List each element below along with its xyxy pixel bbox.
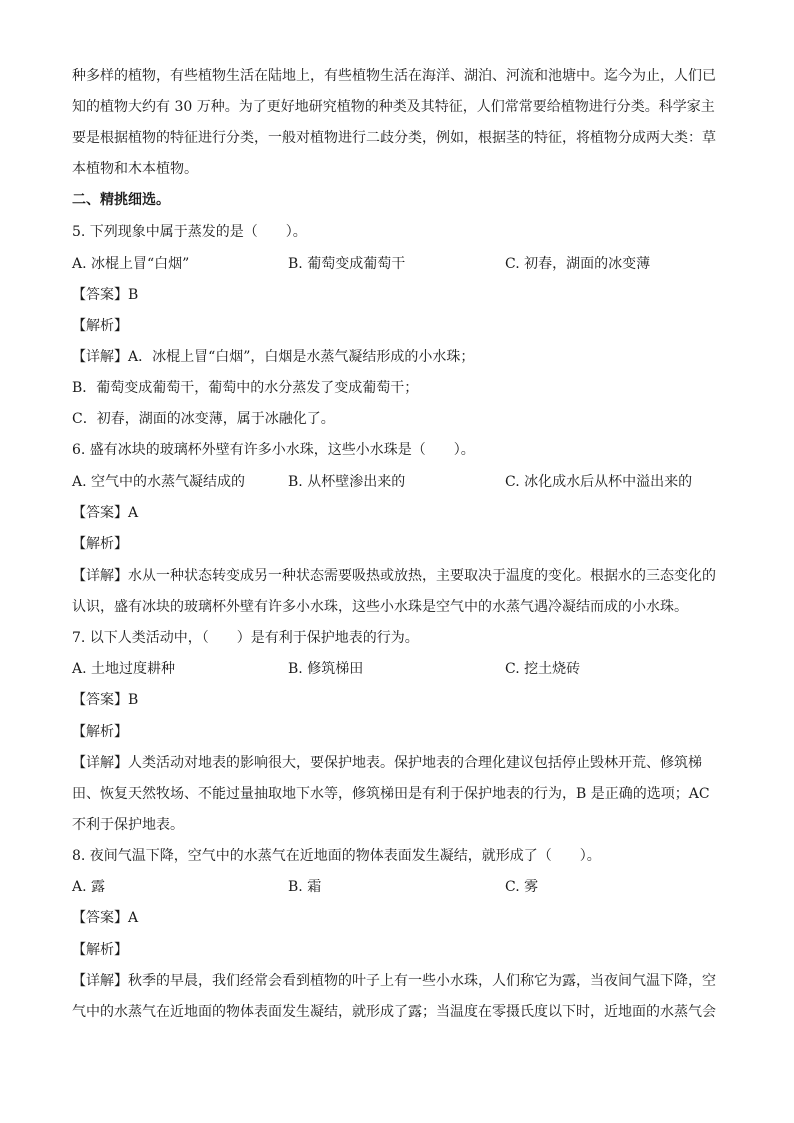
question-6-analysis-label: 【解析】: [72, 536, 128, 552]
question-8-analysis-label: 【解析】: [72, 942, 128, 958]
intro-line-1: 种多样的植物，有些植物生活在陆地上，有些植物生活在海洋、湖泊、河流和池塘中。迄今为止，人们已: [72, 68, 716, 84]
question-5-option-b: B. 葡萄变成葡萄干: [288, 256, 406, 272]
question-8-detail-1: 【详解】秋季的早晨，我们经常会看到植物的叶子上有一些小水珠，人们称它为露，当夜间气温下降，空: [72, 973, 716, 989]
question-6-option-c: C. 冰化成水后从杯中溢出来的: [505, 474, 693, 490]
question-7-answer: 【答案】B: [72, 692, 139, 708]
question-7-detail-1: 【详解】人类活动对地表的影响很大，要保护地表。保护地表的合理化建议包括停止毁林开荒、修筑梯: [72, 755, 702, 771]
question-7-option-b: B. 修筑梯田: [288, 661, 364, 677]
question-6-detail-2: 认识，盛有冰块的玻璃杯外壁有许多小水珠，这些小水珠是空气中的水蒸气遇冷凝结而成的小水珠。: [72, 599, 688, 615]
section-title: 二、精挑细选。: [72, 192, 170, 208]
question-7-detail-2: 田、恢复天然牧场、不能过量抽取地下水等，修筑梯田是有利于保护地表的行为，B 是正确的选项；AC: [72, 786, 710, 802]
question-8-detail-2: 气中的水蒸气在近地面的物体表面发生凝结，就形成了露；当温度在零摄氏度以下时，近地面的水蒸气会: [72, 1004, 716, 1020]
question-6-detail-1: 【详解】水从一种状态转变成另一种状态需要吸热或放热，主要取决于温度的变化。根据水的三态变化的: [72, 568, 716, 584]
question-8-option-a: A. 露: [72, 879, 106, 895]
question-7-analysis-label: 【解析】: [72, 724, 128, 740]
intro-line-4: 本植物和木本植物。: [72, 161, 198, 177]
intro-line-3: 要是根据植物的特征进行分类，一般对植物进行二歧分类，例如，根据茎的特征，将植物分成两大类：草: [72, 130, 716, 146]
question-7-stem: 7. 以下人类活动中，（ ）是有利于保护地表的行为。: [72, 630, 419, 646]
question-5-answer: 【答案】B: [72, 287, 139, 303]
question-5-detail-3: C．初春，湖面的冰变薄，属于冰融化了。: [72, 411, 335, 427]
question-5-option-c: C. 初春，湖面的冰变薄: [505, 256, 651, 272]
question-5-detail-2: B．葡萄变成葡萄干，葡萄中的水分蒸发了变成葡萄干；: [72, 380, 419, 396]
question-7-detail-3: 不利于保护地表。: [72, 817, 184, 833]
question-8-option-b: B. 霜: [288, 879, 322, 895]
question-6-answer: 【答案】A: [72, 505, 139, 521]
question-6-option-b: B. 从杯壁渗出来的: [288, 474, 406, 490]
question-7-option-a: A. 土地过度耕种: [72, 661, 176, 677]
question-8-answer: 【答案】A: [72, 910, 139, 926]
question-5-detail-1: 【详解】A．冰棍上冒“白烟”，白烟是水蒸气凝结形成的小水珠；: [72, 349, 475, 365]
intro-line-2: 知的植物大约有 30 万种。为了更好地研究植物的种类及其特征，人们常常要给植物进行分类。科学家主: [72, 99, 715, 115]
question-8-option-c: C. 雾: [505, 879, 539, 895]
question-5-option-a: A. 冰棍上冒“白烟”: [72, 256, 190, 272]
question-7-option-c: C. 挖土烧砖: [505, 661, 581, 677]
question-6-option-a: A. 空气中的水蒸气凝结成的: [72, 474, 246, 490]
question-8-stem: 8. 夜间气温下降，空气中的水蒸气在近地面的物体表面发生凝结，就形成了（ ）。: [72, 848, 601, 864]
question-5-analysis-label: 【解析】: [72, 318, 128, 334]
question-5-stem: 5. 下列现象中属于蒸发的是（ ）。: [72, 224, 307, 240]
question-6-stem: 6. 盛有冰块的玻璃杯外壁有许多小水珠，这些小水珠是（ ）。: [72, 442, 475, 458]
